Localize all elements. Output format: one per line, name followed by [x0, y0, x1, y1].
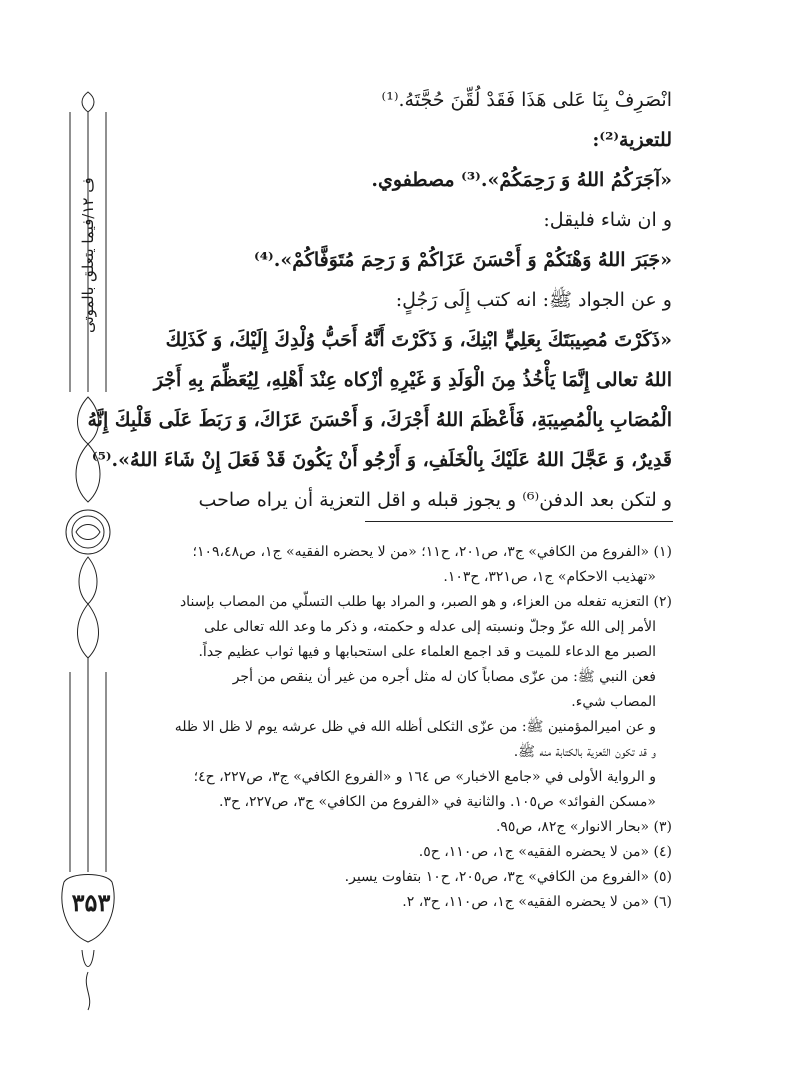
- text-line: و لتكن بعد الدفن⁽⁶⁾ و يجوز قبله و اقل التعزية أن يراه صاحب: [198, 489, 672, 511]
- page-number: ۳۵۳: [71, 888, 111, 917]
- running-title: ف ۱۲/فيما يتعلق بالموتى: [79, 177, 97, 333]
- text-line: الْمُصَابِ بِالْمُصِيبَةِ، فَأَعْظَمَ اللهُ أَجْرَكَ، وَ أَحْسَنَ عَزَاكَ، وَ رَبَطَ عَلَى قَلْبِكَ إِنَّهُ: [87, 409, 672, 431]
- text-line: قَدِيرٌ، وَ عَجَّلَ اللهُ عَلَيْكَ بِالْخَلَفِ، وَ أَرْجُو أَنْ يَكُونَ قَدْ فَعَلَ إِنْ شَاءَ اللهُ».⁽⁵⁾: [91, 449, 672, 471]
- footnote-line: المصاب شيء.: [571, 694, 656, 710]
- text-line: و عن الجواد ﷺ: انه كتب إِلَى رَجُلٍ:: [395, 289, 672, 311]
- footnote-line: (٦) «من لا يحضره الفقيه» ج١، ص١١٠، ح٣، ٢.: [402, 894, 672, 910]
- footnote-line: و عن اميرالمؤمنين ﷺ: من عزّى الثكلى أظله الله في ظل عرشه يوم لا ظل الا ظله: [174, 719, 656, 735]
- footnote-line: «تهذيب الاحكام» ج١، ص٣٢١، ح١٠٣.: [443, 569, 656, 585]
- footnote-separator: [365, 521, 673, 522]
- text-line: و ان شاء فليقل:: [543, 209, 672, 231]
- footnotes: [150, 540, 672, 915]
- footnote-line: الأمر إلى الله عزّ وجلّ ونسبته إلى عدله و حكمته، و ذكر ما وعد الله تعالى على: [204, 619, 656, 635]
- footnote-line: (٢) التعزيه تفعله من العزاء، و هو الصبر، و المراد بها طلب التسلّي من المصاب بإسناد: [179, 594, 672, 610]
- footnote-line: و قد تكون التّعزية بالكتابة منه ﷺ.: [513, 744, 656, 760]
- text-line: اللهُ تعالى إِنَّمَا يَأْخُذُ مِنَ الْوَلَدِ وَ غَيْرِهِ أزْكاه عِنْدَ أَهْلِهِ، لِيُعَظِّمَ بِهِ أَجْرَ: [153, 369, 672, 391]
- text-line: «آجَرَكُمُ اللهُ وَ رَحِمَكُمْ».⁽³⁾ مصطفوي.: [371, 169, 672, 191]
- footnote-line: «مسكن الفوائد» ص١٠٥. والثانية في «الفروع من الكافي» ج٣، ص٢٢٧، ح٣.: [219, 794, 656, 810]
- section-heading: للتعزية⁽²⁾:: [592, 129, 672, 151]
- footnote-line: و الرواية الأولى في «جامع الاخبار» ص ١٦٤ و «الفروع الكافي» ج٣، ص٢٢٧، ح٤؛: [193, 769, 656, 785]
- text-line: «ذَكَرْتَ مُصِيبَتَكَ بِعَلِيٍّ ابْنِكَ، وَ ذَكَرْتَ أَنَّهُ أَحَبُّ وُلْدِكَ إِلَيْكَ، وَ كَذَلِكَ: [165, 329, 672, 351]
- footnote-line: الصبر مع الدعاء للميت و قد اجمع العلماء على استحبابها و فيها ثواب عظيم جداً.: [198, 644, 656, 660]
- footnote-line: فعن النبي ﷺ: من عزّى مصاباً كان له مثل أجره من غير أن ينقص من أجر: [232, 669, 656, 685]
- footnote-line: (٤) «من لا يحضره الفقيه» ج١، ص١١٠، ح٥.: [418, 844, 672, 860]
- footnote-line: (١) «الفروع من الكافي» ج٣، ص٢٠١، ح١١؛ «من لا يحضره الفقيه» ج١، ص١٠٩،٤٨؛: [192, 544, 672, 560]
- text-line: انْصَرِفْ بِنَا عَلى هَذَا فَقَدْ لُقِّنَ حُجَّتَهُ.⁽¹⁾: [381, 89, 672, 111]
- footnote-line: (٣) «بحار الانوار» ج٨٢، ص٩٥.: [495, 819, 672, 835]
- text-line: «جَبَرَ اللهُ وَهْنَكُمْ وَ أَحْسَنَ عَزَاكُمْ وَ رَحِمَ مُتَوَفَّاكُمْ».⁽⁴⁾: [254, 249, 672, 271]
- footnote-line: (٥) «الفروع من الكافي» ج٣، ص٢٠٥، ح١٠ بتفاوت يسير.: [344, 869, 672, 885]
